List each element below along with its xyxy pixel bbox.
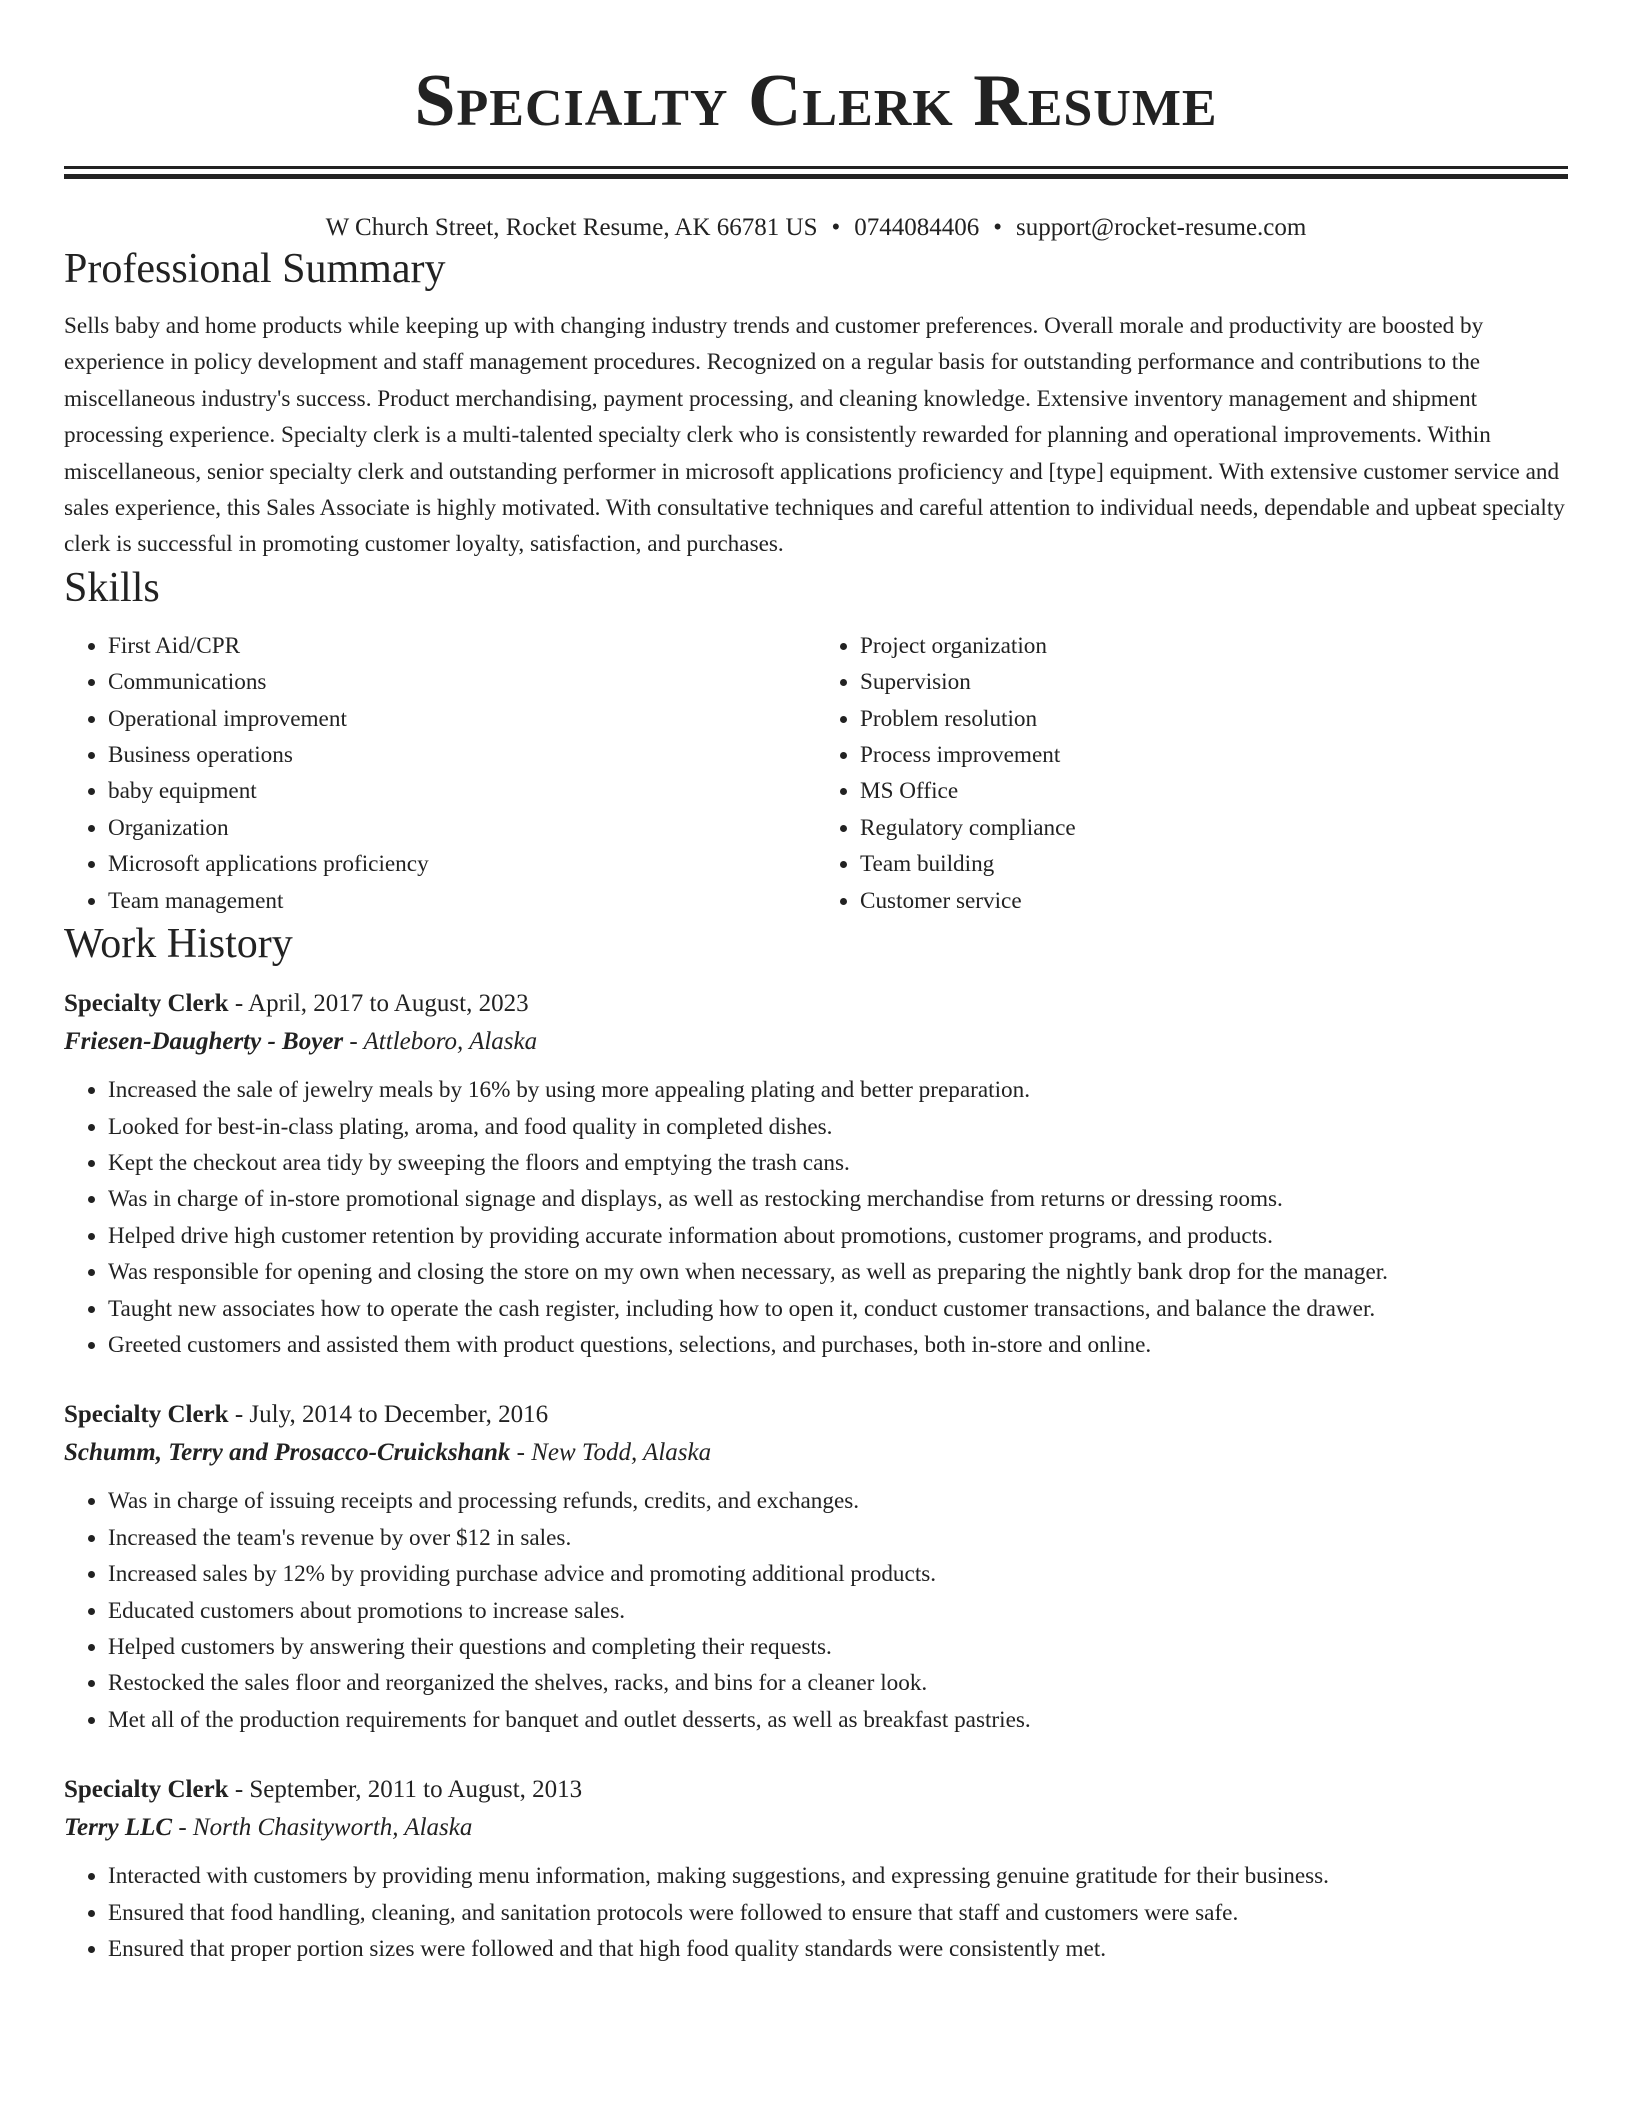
job-title: Specialty Clerk xyxy=(64,1776,229,1804)
job-bullet: • Met all of the production requirements for banquet and outlet desserts, as well as breakfast pastries. xyxy=(108,1702,1568,1738)
work-history-heading: Work History xyxy=(64,921,293,968)
summary-text: Sells baby and home products while keeping up with changing industry trends and customer preferences. Overall morale and productivity are boosted by experience in policy development and staff management procedures. Recognized on a regular basis for outstanding performance and contributions to the miscellaneous industry's success. Product merchandising, payment processing, and cleaning knowledge. Extensive inventory management and shipment processing experience. Specialty clerk is a multi-talented specialty clerk who is consistently rewarded for planning and operational improvements. Within miscellaneous, senior specialty clerk and outstanding performer in microsoft applications proficiency and [type] equipment. With extensive customer service and sales experience, this Sales Associate is highly motivated. With consultative techniques and careful attention to individual needs, dependable and upbeat specialty clerk is successful in promoting customer loyalty, satisfaction, and purchases. xyxy=(64,313,1565,558)
skill-item: • MS Office xyxy=(860,773,1568,809)
skills-columns xyxy=(64,628,1568,919)
skill-item: • Project organization xyxy=(860,628,1568,664)
job-entry xyxy=(64,985,1568,1363)
job-bullet: • Ensured that proper portion sizes were followed and that high food quality standards were consistently met. xyxy=(108,1931,1568,1967)
skill-item: • Team management xyxy=(108,883,816,919)
job-bullets xyxy=(64,1483,1568,1738)
job-title-line xyxy=(64,985,1568,1023)
job-bullet: • Was responsible for opening and closing the store on my own when necessary, as well as preparing the nightly bank drop for the manager. xyxy=(108,1254,1568,1290)
skill-item: • Supervision xyxy=(860,664,1568,700)
skill-item: • Regulatory compliance xyxy=(860,810,1568,846)
contact-email: support@rocket-resume.com xyxy=(1016,214,1307,241)
job-bullets xyxy=(64,1858,1568,1967)
company-location: - Attleboro, Alaska xyxy=(343,1028,538,1056)
job-bullet: • Increased the sale of jewelry meals by 16% by using more appealing plating and better preparation. xyxy=(108,1072,1568,1108)
skill-item: • Team building xyxy=(860,846,1568,882)
job-bullet: • Ensured that food handling, cleaning, and sanitation protocols were followed to ensure that staff and customers were safe. xyxy=(108,1895,1568,1931)
job-bullet: • Looked for best-in-class plating, aroma, and food quality in completed dishes. xyxy=(108,1109,1568,1145)
job-bullet: • Greeted customers and assisted them with product questions, selections, and purchases, both in-store and online. xyxy=(108,1327,1568,1363)
skill-item: • Microsoft applications proficiency xyxy=(108,846,816,882)
contact-separator: • xyxy=(831,214,841,241)
company-name: Schumm, Terry and Prosacco-Cruickshank xyxy=(64,1439,511,1467)
resume-title: Specialty Clerk Resume xyxy=(414,60,1218,142)
job-bullet: • Interacted with customers by providing menu information, making suggestions, and expressing genuine gratitude for their business. xyxy=(108,1858,1568,1894)
skill-item: • Process improvement xyxy=(860,737,1568,773)
skill-item: • Customer service xyxy=(860,883,1568,919)
company-location: - New Todd, Alaska xyxy=(510,1439,712,1467)
skill-item: • baby equipment xyxy=(108,773,816,809)
job-bullet: • Was in charge of issuing receipts and processing refunds, credits, and exchanges. xyxy=(108,1483,1568,1519)
contact-separator: • xyxy=(993,214,1003,241)
skill-item: • First Aid/CPR xyxy=(108,628,816,664)
skills-list-right xyxy=(816,628,1568,919)
job-bullet: • Taught new associates how to operate the cash register, including how to open it, conduct customer transactions, and balance the drawer. xyxy=(108,1291,1568,1327)
job-title: Specialty Clerk xyxy=(64,1401,229,1429)
job-dates: - July, 2014 to December, 2016 xyxy=(228,1401,549,1429)
contact-phone: 0744084406 xyxy=(854,214,980,241)
job-bullets xyxy=(64,1072,1568,1363)
job-title: Specialty Clerk xyxy=(64,990,229,1018)
title-divider xyxy=(64,166,1568,179)
skill-item: • Business operations xyxy=(108,737,816,773)
job-title-line xyxy=(64,1771,1568,1809)
company-line xyxy=(64,1023,1568,1061)
company-location: - North Chasityworth, Alaska xyxy=(172,1814,473,1842)
company-line xyxy=(64,1434,1568,1472)
skill-item: • Problem resolution xyxy=(860,701,1568,737)
company-line xyxy=(64,1809,1568,1847)
job-dates: - September, 2011 to August, 2013 xyxy=(228,1776,583,1804)
job-entry xyxy=(64,1396,1568,1738)
contact-address: W Church Street, Rocket Resume, AK 66781 US xyxy=(325,214,818,241)
summary-heading: Professional Summary xyxy=(64,246,446,292)
job-bullet: • Kept the checkout area tidy by sweeping the floors and emptying the trash cans. xyxy=(108,1145,1568,1181)
skill-item: • Organization xyxy=(108,810,816,846)
company-name: Friesen-Daugherty - Boyer xyxy=(64,1028,344,1056)
job-bullet: • Restocked the sales floor and reorganized the shelves, racks, and bins for a cleaner look. xyxy=(108,1665,1568,1701)
skills-list-left xyxy=(64,628,816,919)
job-dates: - April, 2017 to August, 2023 xyxy=(228,990,529,1018)
skill-item: • Operational improvement xyxy=(108,701,816,737)
job-bullet: • Educated customers about promotions to increase sales. xyxy=(108,1593,1568,1629)
contact-line xyxy=(64,212,1568,244)
job-title-line xyxy=(64,1396,1568,1434)
job-entry xyxy=(64,1771,1568,1967)
job-bullet: • Increased the team's revenue by over $12 in sales. xyxy=(108,1520,1568,1556)
skill-item: • Communications xyxy=(108,664,816,700)
job-bullet: • Was in charge of in-store promotional signage and displays, as well as restocking merchandise from returns or dressing rooms. xyxy=(108,1181,1568,1217)
job-bullet: • Helped drive high customer retention by providing accurate information about promotions, customer programs, and products. xyxy=(108,1218,1568,1254)
job-bullet: • Helped customers by answering their questions and completing their requests. xyxy=(108,1629,1568,1665)
company-name: Terry LLC xyxy=(64,1814,173,1842)
skills-heading: Skills xyxy=(64,564,160,611)
job-bullet: • Increased sales by 12% by providing purchase advice and promoting additional products. xyxy=(108,1556,1568,1592)
